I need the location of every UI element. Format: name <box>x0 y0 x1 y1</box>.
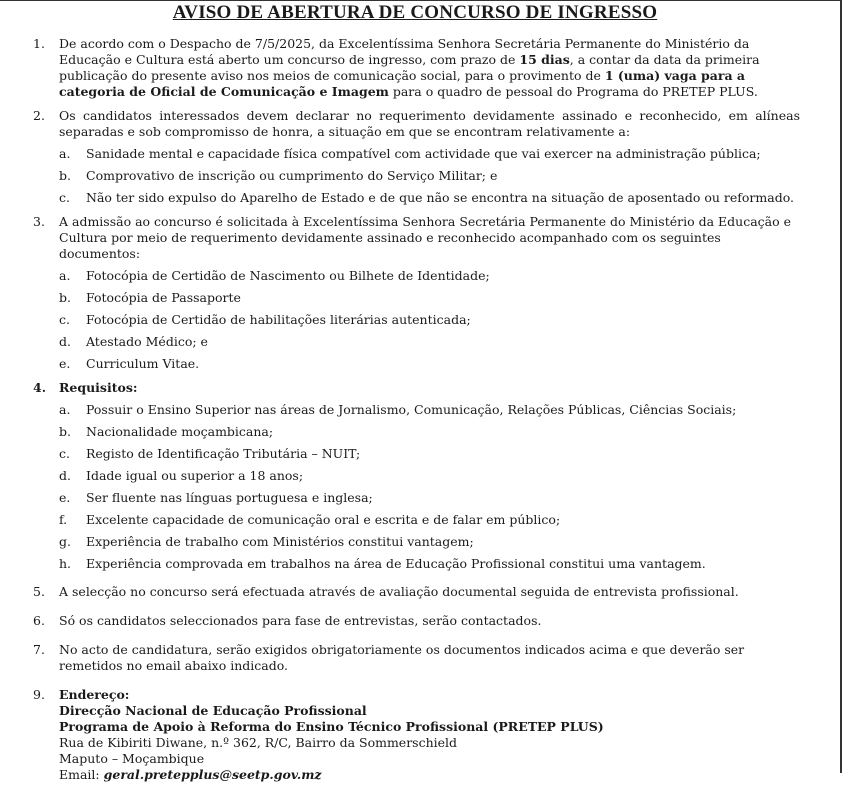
clause-heading: Requisitos: <box>59 380 138 395</box>
clause-number: 5. <box>33 584 45 599</box>
clause-2 <box>0 108 800 140</box>
clause-text: De acordo com o Despacho de 7/5/2025, da Excelentíssima Senhora Secretária Permanente do Ministério da Educação e Cultura está aberto um concurso de ingresso, com prazo de 15 dias, a contar da data da primeira publicação do presente aviso nos meios de comunicação social, para o provimento de 1 (uma) vaga para a categoria de Oficial de Comunicação e Imagem para o quadro de pessoal do Programa do PRETEP PLUS. <box>59 36 760 99</box>
document-title: AVISO DE ABERTURA DE CONCURSO DE INGRESSO <box>172 2 658 23</box>
clause-number: 9. <box>33 687 45 702</box>
sub-item: d. Atestado Médico; e <box>59 334 208 349</box>
address-program: Programa de Apoio à Reforma do Ensino Técnico Profissional (PRETEP PLUS) <box>59 719 604 734</box>
clause-4 <box>0 380 800 396</box>
sub-item: a. Sanidade mental e capacidade física compatível com actividade que vai exercer na administração pública; <box>59 146 761 161</box>
clause-number: 1. <box>33 36 45 51</box>
address-city: Maputo – Moçambique <box>59 751 205 766</box>
sub-item: c. Fotocópia de Certidão de habilitações literárias autenticada; <box>59 312 471 327</box>
clause-text: A selecção no concurso será efectuada através de avaliação documental seguida de entrevista profissional. <box>59 584 739 599</box>
clause-number: 4. <box>33 380 47 395</box>
clause-3 <box>0 214 800 262</box>
sub-item: f. Excelente capacidade de comunicação oral e escrita e de falar em público; <box>59 512 561 527</box>
sub-item: a. Fotocópia de Certidão de Nascimento ou Bilhete de Identidade; <box>59 268 490 283</box>
clause-text: A admissão ao concurso é solicitada à Excelentíssima Senhora Secretária Permanente do Ministério da Educação e Cultura por meio de requerimento devidamente assinado e reconhecido acompanhado com os seguintes documentos: <box>59 214 792 261</box>
sub-item: b. Fotocópia de Passaporte <box>59 290 241 305</box>
clause-1 <box>0 36 800 100</box>
clause-6 <box>0 613 800 629</box>
clause-text: Os candidatos interessados devem declarar no requerimento devidamente assinado e reconhecido, em alíneas separadas e sob compromisso de honra, a situação em que se encontram relativamente a: <box>59 108 800 139</box>
clause-9-address <box>0 687 800 783</box>
clause-5 <box>0 584 800 600</box>
clause-number: 7. <box>33 642 45 657</box>
email-link[interactable]: geral.pretepplus@seetp.gov.mz <box>103 767 322 782</box>
address-email: Email: geral.pretepplus@seetp.gov.mz <box>59 767 322 782</box>
sub-item: d. Idade igual ou superior a 18 anos; <box>59 468 304 483</box>
clause-number: 6. <box>33 613 45 628</box>
clause-7 <box>0 642 800 674</box>
clause-text: No acto de candidatura, serão exigidos obrigatoriamente os documentos indicados acima e que deverão ser remetidos no email abaixo indicado. <box>59 642 745 673</box>
address-heading: Endereço: <box>59 687 130 702</box>
sub-item: b. Comprovativo de inscrição ou cumprimento do Serviço Militar; e <box>59 168 498 183</box>
sub-item: e. Curriculum Vitae. <box>59 356 200 371</box>
address-street: Rua de Kibiriti Diwane, n.º 362, R/C, Bairro da Sommerschield <box>59 735 458 750</box>
sub-item: b. Nacionalidade moçambicana; <box>59 424 274 439</box>
address-org: Direcção Nacional de Educação Profissional <box>59 703 367 718</box>
sub-item: c. Não ter sido expulso do Aparelho de Estado e de que não se encontra na situação de aposentado ou reformado. <box>59 190 794 205</box>
document-body <box>0 36 800 791</box>
clause-text: Só os candidatos seleccionados para fase de entrevistas, serão contactados. <box>59 613 542 628</box>
sub-item: g. Experiência de trabalho com Ministérios constitui vantagem; <box>59 534 474 549</box>
sub-item: c. Registo de Identificação Tributária – NUIT; <box>59 446 361 461</box>
clause-number: 2. <box>33 108 45 123</box>
sub-item: a. Possuir o Ensino Superior nas áreas de Jornalismo, Comunicação, Relações Públicas, Ciências Sociais; <box>59 402 737 417</box>
sub-item: h. Experiência comprovada em trabalhos na área de Educação Profissional constitui uma vantagem. <box>59 556 706 571</box>
sub-item: e. Ser fluente nas línguas portuguesa e inglesa; <box>59 490 373 505</box>
clause-number: 3. <box>33 214 45 229</box>
